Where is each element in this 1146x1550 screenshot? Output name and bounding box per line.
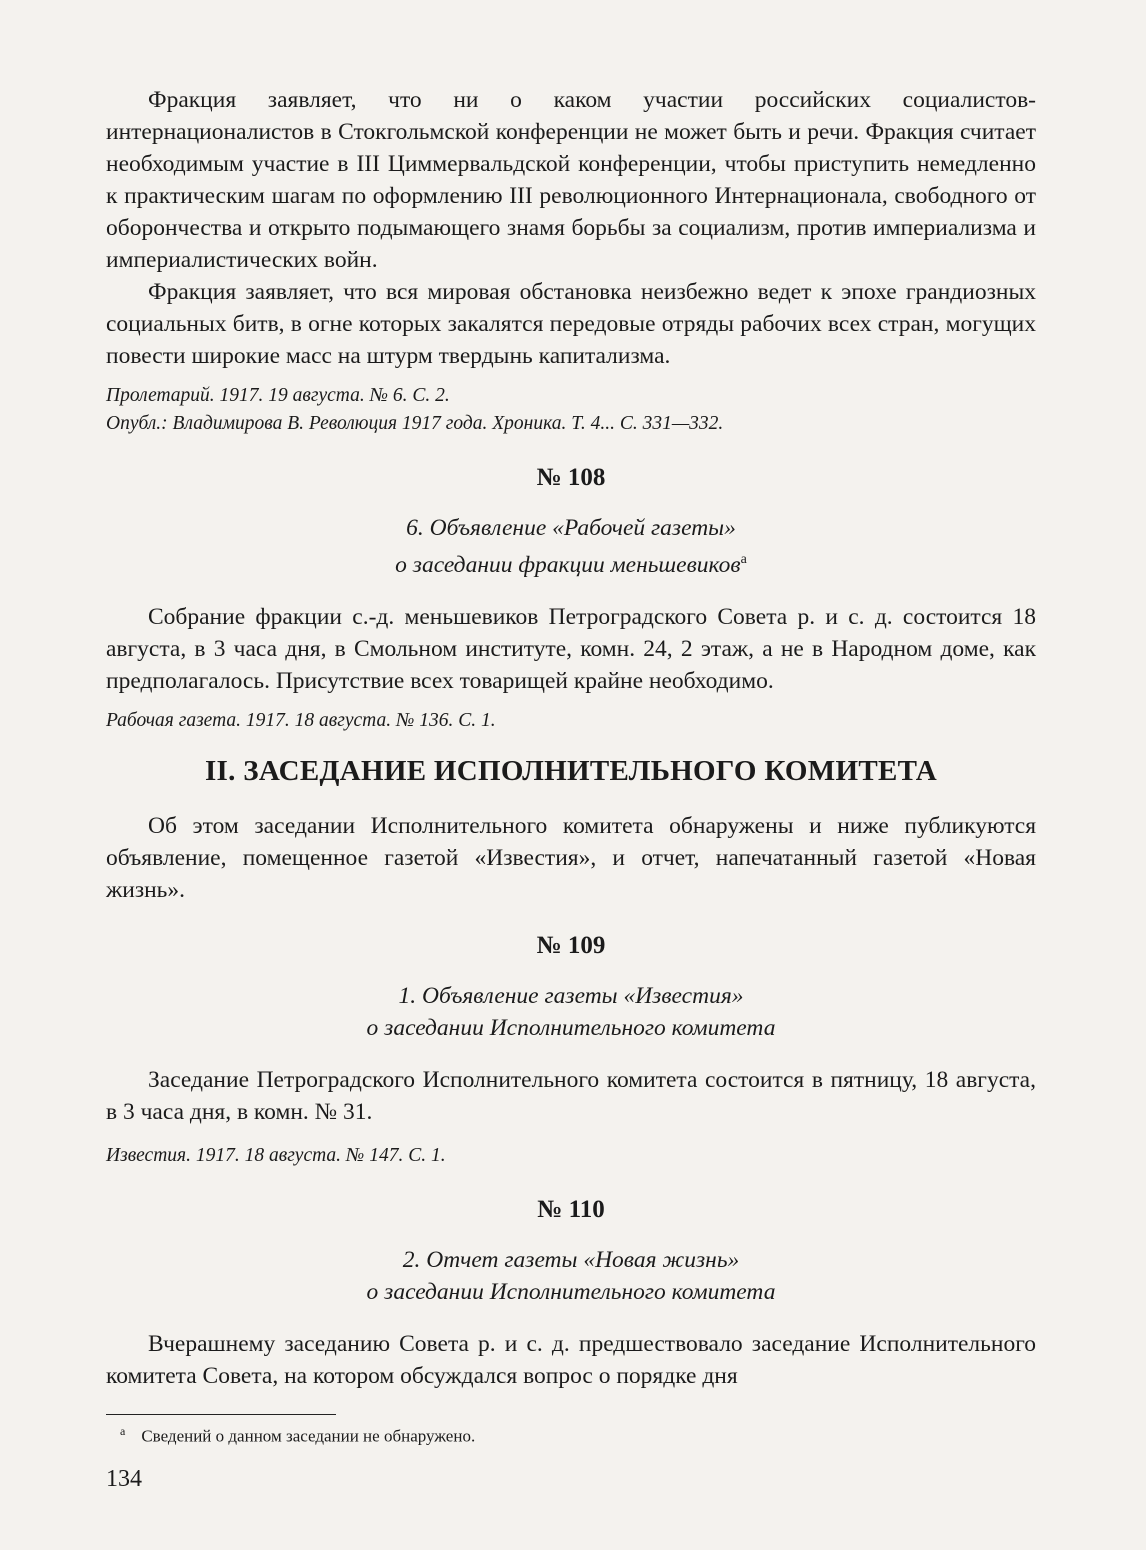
document-number-108: № 108 <box>536 464 606 491</box>
source-vladimirova: Опубл.: Владимирова В. Революция 1917 года. Хроника. Т. 4... С. 331—332. <box>106 413 724 434</box>
document-title-110-line1: 2. Отчет газеты «Новая жизнь» <box>402 1246 740 1273</box>
page-number: 134 <box>106 1466 142 1492</box>
footnote <box>106 1419 1036 1449</box>
paragraph-fraction-stockholm: Фракция заявляет, что ни о каком участии российских социалистов-интернационалистов в Стокгольмской конференции не может быть и речи. Фракция считает необходимым участие в III Циммервальдской конференции, чтобы приступить немедленно к практическим шагам по оформлению III революционного Интернационала, свободного от оборончества и открыто подымающего знамя борьбы за социализм, против империализма и империалистических войн. <box>106 87 1036 273</box>
document-title-109 <box>106 980 1036 1044</box>
document-title-108-line1: 6. Объявление «Рабочей газеты» <box>406 515 736 541</box>
document-title-110-line2: о заседании Исполнительного комитета <box>366 1278 776 1305</box>
document-title-110 <box>106 1244 1036 1308</box>
paragraph-executive-meeting: Заседание Петроградского Исполнительного комитета состоится в пятницу, 18 августа, в 3 часа дня, в комн. № 31. <box>106 1066 1036 1125</box>
document-title-108-line2-text: о заседании фракции меньшевиков <box>395 551 741 578</box>
paragraph-section-intro: Об этом заседании Исполнительного комитета обнаружены и ниже публикуются объявление, помещенное газетой «Известия», и отчет, напечатанный газетой «Новая жизнь». <box>106 812 1036 903</box>
document-title-108 <box>106 512 1036 581</box>
paragraph-novaya-zhizn-report: Вчерашнему заседанию Совета р. и с. д. предшествовало заседание Исполнительного комитета Совета, на котором обсуждался вопрос о порядке дня <box>106 1330 1036 1389</box>
footnote-text: Сведений о данном заседании не обнаружено. <box>141 1426 476 1446</box>
source-rabochaya-gazeta: Рабочая газета. 1917. 18 августа. № 136. С. 1. <box>106 709 496 731</box>
document-number-109: № 109 <box>536 931 606 959</box>
paragraph-fraction-social-battles: Фракция заявляет, что вся мировая обстановка неизбежно ведет к эпохе грандиозных социальных битв, в огне которых закалятся передовые отряды рабочих всех стран, могущих повести широкие масс на штурм твердынь капитализма. <box>106 279 1036 369</box>
document-title-108-line2 <box>106 544 1036 581</box>
footnote-marker: а <box>740 552 747 567</box>
footnote-mark: а <box>120 1423 126 1438</box>
source-izvestiya: Известия. 1917. 18 августа. № 147. С. 1. <box>106 1144 446 1166</box>
footnote-divider <box>106 1414 336 1415</box>
document-number-110: № 110 <box>537 1195 605 1223</box>
paragraph-mensheviks-meeting: Собрание фракции с.-д. меньшевиков Петроградского Совета р. и с. д. состоится 18 августа, в 3 часа дня, в Смольном институте, комн. 24, 2 этаж, а не в Народном доме, как предполагалось. Присутствие всех товарищей крайне необходимо. <box>106 603 1036 694</box>
document-title-109-line1: 1. Объявление газеты «Известия» <box>398 982 744 1009</box>
section-heading-executive-committee: II. ЗАСЕДАНИЕ ИСПОЛНИТЕЛЬНОГО КОМИТЕТА <box>204 754 938 787</box>
document-title-109-line2: о заседании Исполнительного комитета <box>366 1014 776 1041</box>
source-proletariy: Пролетарий. 1917. 19 августа. № 6. С. 2. <box>106 385 450 406</box>
